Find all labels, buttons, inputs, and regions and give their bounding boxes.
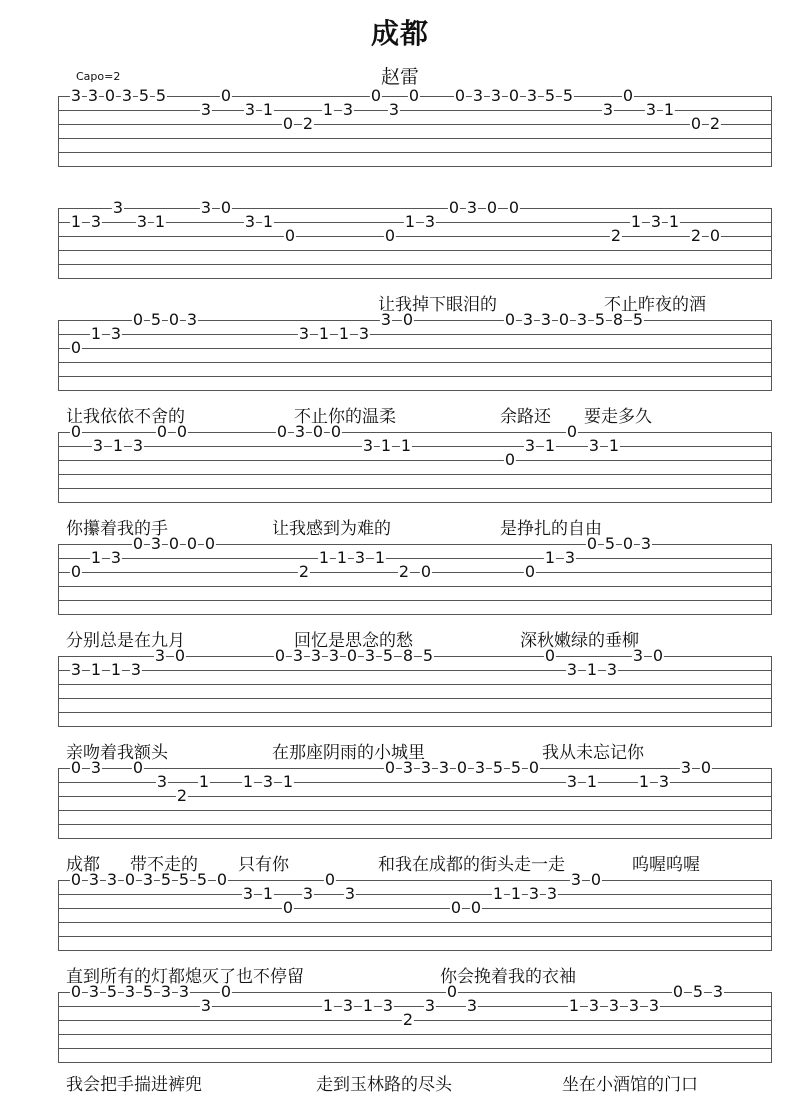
fret-number: 5 <box>196 870 208 889</box>
lyric-line: 分别总是在九月 <box>66 631 185 651</box>
fret-number: 5 <box>178 870 190 889</box>
tab-staff <box>58 86 772 166</box>
fret-number: 1 <box>336 548 348 567</box>
artist-name: 赵雷 <box>380 66 419 88</box>
lyric-line: 走到玉林路的尽头 <box>316 1075 452 1095</box>
lyric-line: 回忆是思念的愁 <box>294 631 413 651</box>
fret-number: 3 <box>88 982 100 1001</box>
lyric-line: 和我在成都的街头走一走 <box>378 855 565 875</box>
fret-number: 3 <box>150 534 162 553</box>
fret-number: 5 <box>138 86 150 105</box>
fret-number: 0 <box>282 898 294 917</box>
fret-number: 0 <box>276 422 288 441</box>
string-line <box>58 278 772 279</box>
fret-number: 3 <box>200 996 212 1015</box>
fret-number: 0 <box>420 562 432 581</box>
fret-number: 2 <box>302 114 314 133</box>
fret-number: 3 <box>632 646 644 665</box>
fret-number: 0 <box>220 86 232 105</box>
fret-number: 0 <box>709 226 721 245</box>
fret-number: 8 <box>402 646 414 665</box>
fret-number: 0 <box>590 870 602 889</box>
tab-staff <box>58 870 772 950</box>
fret-number: 1 <box>90 324 102 343</box>
fret-number: 3 <box>472 86 484 105</box>
fret-number: 0 <box>470 898 482 917</box>
fret-number: 3 <box>292 646 304 665</box>
fret-number: 0 <box>132 310 144 329</box>
lyric-line: 在那座阴雨的小城里 <box>272 743 425 763</box>
fret-number: 0 <box>622 86 634 105</box>
string-line <box>58 614 772 615</box>
fret-number: 3 <box>124 982 136 1001</box>
fret-number: 3 <box>466 198 478 217</box>
fret-number: 3 <box>474 758 486 777</box>
fret-number: 0 <box>220 198 232 217</box>
fret-number: 5 <box>692 982 704 1001</box>
fret-number: 2 <box>690 226 702 245</box>
lyric-line: 呜喔呜喔 <box>632 855 700 875</box>
fret-number: 3 <box>294 422 306 441</box>
fret-number: 3 <box>606 660 618 679</box>
lyric-line: 不止你的温柔 <box>294 407 396 427</box>
fret-number: 3 <box>310 646 322 665</box>
fret-number: 1 <box>492 884 504 903</box>
fret-number: 5 <box>604 534 616 553</box>
fret-number: 3 <box>576 310 588 329</box>
fret-number: 3 <box>522 310 534 329</box>
fret-number: 1 <box>322 100 334 119</box>
fret-number: 3 <box>344 884 356 903</box>
fret-number: 8 <box>612 310 624 329</box>
fret-number: 0 <box>132 534 144 553</box>
fret-number: 1 <box>608 436 620 455</box>
fret-number: 0 <box>70 870 82 889</box>
string-line <box>58 726 772 727</box>
fret-number: 3 <box>524 436 536 455</box>
fret-number: 0 <box>456 758 468 777</box>
fret-number: 3 <box>87 86 99 105</box>
fret-number: 0 <box>168 310 180 329</box>
fret-number: 1 <box>380 436 392 455</box>
fret-number: 3 <box>342 996 354 1015</box>
fret-number: 3 <box>154 646 166 665</box>
fret-number: 3 <box>658 772 670 791</box>
lyric-line: 是挣扎的自由 <box>500 519 602 539</box>
fret-number: 0 <box>454 86 466 105</box>
fret-number: 0 <box>70 422 82 441</box>
fret-number: 0 <box>370 86 382 105</box>
fret-number: 1 <box>262 212 274 231</box>
fret-number: 3 <box>186 310 198 329</box>
fret-number: 0 <box>408 86 420 105</box>
fret-number: 0 <box>70 562 82 581</box>
fret-number: 3 <box>388 100 400 119</box>
fret-number: 3 <box>70 86 82 105</box>
fret-number: 3 <box>92 436 104 455</box>
fret-number: 3 <box>424 212 436 231</box>
fret-number: 0 <box>528 758 540 777</box>
fret-number: 1 <box>510 884 522 903</box>
lyric-line: 直到所有的灯都熄灭了也不停留 <box>66 967 304 987</box>
fret-number: 3 <box>546 884 558 903</box>
string-line <box>58 390 772 391</box>
fret-number: 0 <box>504 310 516 329</box>
fret-number: 3 <box>354 548 366 567</box>
fret-number: 0 <box>274 646 286 665</box>
fret-number: 3 <box>156 772 168 791</box>
fret-number: 0 <box>446 982 458 1001</box>
fret-number: 0 <box>672 982 684 1001</box>
fret-number: 3 <box>106 870 118 889</box>
fret-number: 0 <box>558 310 570 329</box>
fret-number: 3 <box>588 996 600 1015</box>
fret-number: 0 <box>346 646 358 665</box>
lyric-line: 带不走的 <box>130 855 198 875</box>
fret-number: 5 <box>155 86 167 105</box>
fret-number: 0 <box>586 534 598 553</box>
fret-number: 0 <box>124 870 136 889</box>
fret-number: 3 <box>566 772 578 791</box>
fret-number: 0 <box>384 226 396 245</box>
lyric-line: 只有你 <box>238 855 289 875</box>
lyric-line: 不止昨夜的酒 <box>604 295 706 315</box>
fret-number: 1 <box>586 660 598 679</box>
lyric-line: 我会把手揣进裤兜 <box>66 1075 202 1095</box>
string-line <box>58 838 772 839</box>
capo-label: Capo=2 <box>76 70 121 83</box>
fret-number: 5 <box>382 646 394 665</box>
fret-number: 0 <box>622 534 634 553</box>
fret-number: 3 <box>110 548 122 567</box>
fret-number: 5 <box>142 982 154 1001</box>
fret-number: 0 <box>448 198 460 217</box>
fret-number: 3 <box>680 758 692 777</box>
fret-number: 0 <box>402 310 414 329</box>
tab-staff <box>58 198 772 278</box>
string-line <box>58 1062 772 1063</box>
lyric-line: 亲吻着我额头 <box>66 743 168 763</box>
fret-number: 3 <box>88 870 100 889</box>
fret-number: 3 <box>136 212 148 231</box>
lyric-line: 要走多久 <box>584 407 652 427</box>
fret-number: 5 <box>160 870 172 889</box>
fret-number: 0 <box>176 422 188 441</box>
fret-number: 3 <box>121 86 133 105</box>
fret-number: 1 <box>668 212 680 231</box>
fret-number: 5 <box>492 758 504 777</box>
lyric-line: 让我掉下眼泪的 <box>378 295 497 315</box>
fret-number: 0 <box>312 422 324 441</box>
lyric-line: 你会挽着我的衣袖 <box>440 967 576 987</box>
fret-number: 3 <box>650 212 662 231</box>
fret-number: 3 <box>588 436 600 455</box>
fret-number: 3 <box>262 772 274 791</box>
fret-number: 0 <box>156 422 168 441</box>
fret-number: 0 <box>544 646 556 665</box>
fret-number: 3 <box>298 324 310 343</box>
fret-number: 3 <box>402 758 414 777</box>
lyric-line: 你攥着我的手 <box>66 519 168 539</box>
fret-number: 0 <box>508 86 520 105</box>
fret-number: 0 <box>384 758 396 777</box>
fret-number: 5 <box>422 646 434 665</box>
fret-number: 3 <box>438 758 450 777</box>
fret-number: 1 <box>110 660 122 679</box>
fret-number: 1 <box>282 772 294 791</box>
fret-number: 3 <box>364 646 376 665</box>
fret-number: 3 <box>242 884 254 903</box>
fret-number: 0 <box>216 870 228 889</box>
fret-number: 1 <box>318 324 330 343</box>
fret-number: 1 <box>374 548 386 567</box>
fret-number: 2 <box>610 226 622 245</box>
fret-number: 5 <box>594 310 606 329</box>
fret-number: 0 <box>690 114 702 133</box>
fret-number: 3 <box>70 660 82 679</box>
fret-number: 0 <box>508 198 520 217</box>
fret-number: 0 <box>700 758 712 777</box>
fret-number: 1 <box>242 772 254 791</box>
fret-number: 3 <box>602 100 614 119</box>
fret-number: 0 <box>282 114 294 133</box>
fret-number: 0 <box>132 758 144 777</box>
fret-number: 1 <box>568 996 580 1015</box>
fret-number: 5 <box>106 982 118 1001</box>
fret-number: 3 <box>490 86 502 105</box>
fret-number: 3 <box>90 212 102 231</box>
lyric-line: 成都 <box>66 855 100 875</box>
fret-number: 3 <box>362 436 374 455</box>
fret-number: 3 <box>526 86 538 105</box>
fret-number: 0 <box>504 450 516 469</box>
fret-number: 1 <box>338 324 350 343</box>
fret-number: 3 <box>640 534 652 553</box>
tab-staff <box>58 534 772 614</box>
fret-number: 3 <box>566 660 578 679</box>
fret-number: 3 <box>564 548 576 567</box>
fret-number: 1 <box>630 212 642 231</box>
fret-number: 3 <box>160 982 172 1001</box>
fret-number: 1 <box>198 772 210 791</box>
fret-number: 3 <box>200 100 212 119</box>
fret-number: 1 <box>90 548 102 567</box>
fret-number: 3 <box>648 996 660 1015</box>
fret-number: 3 <box>112 198 124 217</box>
fret-number: 1 <box>544 548 556 567</box>
string-line <box>58 502 772 503</box>
fret-number: 3 <box>110 324 122 343</box>
fret-number: 3 <box>540 310 552 329</box>
fret-number: 3 <box>466 996 478 1015</box>
fret-number: 3 <box>342 100 354 119</box>
tab-staff <box>58 758 772 838</box>
string-line <box>58 950 772 951</box>
fret-number: 1 <box>404 212 416 231</box>
fret-number: 1 <box>112 436 124 455</box>
fret-number: 1 <box>638 772 650 791</box>
fret-number: 1 <box>362 996 374 1015</box>
fret-number: 3 <box>712 982 724 1001</box>
fret-number: 3 <box>420 758 432 777</box>
fret-number: 3 <box>178 982 190 1001</box>
fret-number: 1 <box>322 996 334 1015</box>
fret-number: 1 <box>544 436 556 455</box>
fret-number: 1 <box>262 100 274 119</box>
fret-number: 0 <box>524 562 536 581</box>
fret-number: 3 <box>608 996 620 1015</box>
fret-number: 2 <box>398 562 410 581</box>
fret-number: 3 <box>628 996 640 1015</box>
fret-number: 2 <box>298 562 310 581</box>
fret-number: 0 <box>220 982 232 1001</box>
lyric-line: 我从未忘记你 <box>542 743 644 763</box>
fret-number: 3 <box>244 100 256 119</box>
lyric-line: 深秋嫩绿的垂柳 <box>520 631 639 651</box>
fret-number: 0 <box>174 646 186 665</box>
fret-number: 1 <box>318 548 330 567</box>
fret-number: 1 <box>586 772 598 791</box>
lyric-line: 让我感到为难的 <box>272 519 391 539</box>
song-title: 成都 <box>370 17 429 50</box>
fret-number: 3 <box>645 100 657 119</box>
fret-number: 0 <box>70 982 82 1001</box>
fret-number: 3 <box>132 436 144 455</box>
fret-number: 0 <box>70 338 82 357</box>
fret-number: 3 <box>302 884 314 903</box>
fret-number: 1 <box>154 212 166 231</box>
tab-staff <box>58 982 772 1062</box>
tab-staff <box>58 422 772 502</box>
fret-number: 2 <box>709 114 721 133</box>
fret-number: 3 <box>570 870 582 889</box>
fret-number: 0 <box>450 898 462 917</box>
string-line <box>58 166 772 167</box>
fret-number: 0 <box>168 534 180 553</box>
fret-number: 0 <box>330 422 342 441</box>
fret-number: 5 <box>510 758 522 777</box>
fret-number: 3 <box>244 212 256 231</box>
fret-number: 0 <box>70 758 82 777</box>
fret-number: 1 <box>262 884 274 903</box>
lyric-line: 让我依依不舍的 <box>66 407 185 427</box>
fret-number: 3 <box>130 660 142 679</box>
lyric-line: 坐在小酒馆的门口 <box>562 1075 698 1095</box>
lyric-line: 余路还 <box>500 407 551 427</box>
fret-number: 3 <box>142 870 154 889</box>
fret-number: 0 <box>284 226 296 245</box>
fret-number: 5 <box>632 310 644 329</box>
fret-number: 2 <box>402 1010 414 1029</box>
fret-number: 5 <box>544 86 556 105</box>
fret-number: 1 <box>400 436 412 455</box>
fret-number: 0 <box>186 534 198 553</box>
fret-number: 3 <box>380 310 392 329</box>
fret-number: 2 <box>176 786 188 805</box>
fret-number: 5 <box>562 86 574 105</box>
fret-number: 0 <box>324 870 336 889</box>
tab-staff <box>58 646 772 726</box>
fret-number: 3 <box>90 758 102 777</box>
fret-number: 1 <box>663 100 675 119</box>
fret-number: 3 <box>358 324 370 343</box>
fret-number: 5 <box>150 310 162 329</box>
tab-staff <box>58 310 772 390</box>
fret-number: 1 <box>90 660 102 679</box>
fret-number: 0 <box>204 534 216 553</box>
fret-number: 3 <box>382 996 394 1015</box>
fret-number: 0 <box>566 422 578 441</box>
fret-number: 1 <box>70 212 82 231</box>
fret-number: 3 <box>328 646 340 665</box>
fret-number: 3 <box>200 198 212 217</box>
fret-number: 3 <box>424 996 436 1015</box>
fret-number: 3 <box>528 884 540 903</box>
fret-number: 0 <box>104 86 116 105</box>
fret-number: 0 <box>652 646 664 665</box>
fret-number: 0 <box>486 198 498 217</box>
